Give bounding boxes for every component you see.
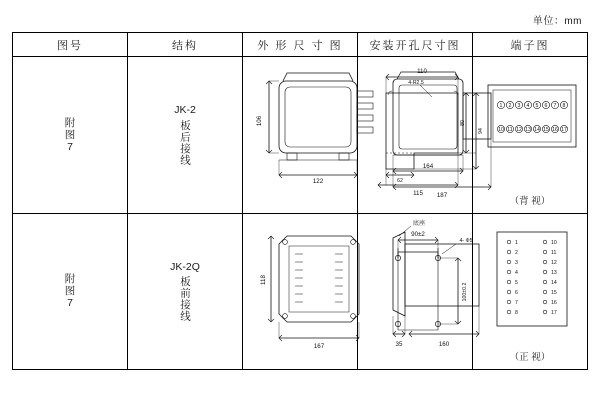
row1-term-top-6: 6 (544, 103, 548, 110)
row2-term-right-11: 11 (551, 249, 557, 256)
row2-hole-dim-90: 90±2 (411, 230, 425, 238)
row1-term-top-7: 7 (553, 103, 557, 110)
row2-num-line2: 图 (64, 285, 76, 298)
row2-terminal-diagram (473, 213, 588, 369)
row1-term-top-1: 1 (499, 103, 503, 110)
row1-structure (128, 57, 243, 213)
row2-hole-drawing (358, 213, 473, 369)
row1-term-bot-15: 15 (543, 127, 549, 134)
row2-num-line1: 附 (64, 273, 76, 286)
row1-term-top-4: 4 (526, 103, 530, 110)
row2-hole-dim-dia5: 4- Φ5 (459, 237, 473, 244)
row2-dim-167: 167 (313, 342, 325, 350)
row2-num-line3: 7 (67, 297, 73, 310)
row2-model: JK-2Q (170, 260, 200, 273)
row2-term-caption: （正 视） (509, 352, 551, 363)
header-col-outline: 外 形 尺 寸 图 (243, 33, 358, 57)
row1-dim-106: 106 (256, 116, 263, 127)
row1-term-top-3: 3 (517, 103, 521, 110)
row2-term-right-12: 12 (551, 259, 557, 266)
row2-dim-35: 35 (395, 340, 403, 348)
row2-term-right-14: 14 (551, 279, 557, 286)
row2-term-right-17: 17 (551, 309, 557, 316)
row1-hole-dim-62: 62 (397, 178, 403, 185)
row2-figure-number (13, 213, 128, 369)
row2-term-left-1: 1 (515, 239, 518, 246)
row1-term-bot-14: 14 (534, 127, 540, 134)
row1-num-line1: 附 (64, 116, 76, 129)
row2-term-right-16: 16 (551, 299, 557, 306)
row2-term-left-7: 7 (515, 299, 518, 306)
row1-hole-dim-115: 115 (413, 190, 423, 198)
header-col-struct: 结构 (128, 33, 243, 57)
row2-term-left-8: 8 (515, 309, 518, 316)
row1-term-bot-10: 10 (498, 127, 504, 134)
row2-term-right-13: 13 (551, 269, 557, 276)
row2-struct-desc: 板前接线 (179, 275, 192, 322)
row1-struct-desc: 板后接线 (179, 119, 192, 166)
row1-dim-122: 122 (312, 178, 324, 186)
row2-structure (128, 213, 243, 369)
row2-term-left-2: 2 (515, 249, 518, 256)
row2-term-left-3: 3 (515, 259, 518, 266)
row1-num-line3: 7 (67, 141, 73, 153)
row2-outline-note: 底座 (412, 219, 426, 227)
row1-term-top-2: 2 (508, 103, 512, 110)
row1-model: JK-2 (174, 104, 196, 117)
row1-term-caption: （背 视） (509, 195, 551, 207)
table-header-row (13, 33, 588, 57)
header-col-num: 图号 (13, 33, 128, 57)
row2-term-right-10: 10 (551, 239, 557, 246)
row2-hole-dim-100: 100±0.2 (462, 282, 468, 301)
row1-term-bot-13: 13 (525, 127, 531, 134)
row1-hole-dim-r25: 4-R2.5 (408, 80, 424, 87)
row1-num-line2: 图 (64, 128, 76, 141)
row2-term-left-5: 5 (515, 279, 518, 286)
row2-dim-118: 118 (260, 274, 267, 285)
table-row (13, 213, 588, 369)
row1-hole-dim-110: 110 (417, 68, 427, 76)
row1-hole-dim-80: 80 (460, 120, 466, 127)
row1-figure-number (13, 57, 128, 213)
row1-hole-drawing (358, 57, 484, 213)
row1-hole-dim-94: 94 (478, 128, 484, 135)
row1-term-top-8: 8 (562, 103, 566, 110)
row1-terminal-diagram (473, 57, 588, 213)
row1-term-bot-12: 12 (516, 127, 522, 134)
row1-dim-187: 187 (436, 192, 448, 200)
unit-note: 单位：mm (532, 16, 582, 27)
header-col-holes: 安装开孔尺寸图 (358, 33, 473, 57)
row1-term-bot-17: 17 (561, 127, 567, 134)
row2-term-left-6: 6 (515, 289, 518, 296)
header-col-term: 端子图 (473, 33, 588, 57)
dimension-table (12, 32, 588, 370)
row2-term-right-15: 15 (551, 289, 557, 296)
row2-term-left-4: 4 (515, 269, 518, 276)
table-row (13, 57, 588, 213)
row1-term-bot-11: 11 (507, 127, 513, 134)
row2-dim-160: 160 (438, 340, 450, 348)
row1-term-top-5: 5 (535, 103, 539, 110)
row1-term-bot-16: 16 (552, 127, 558, 134)
row1-dim-164: 164 (422, 163, 434, 171)
